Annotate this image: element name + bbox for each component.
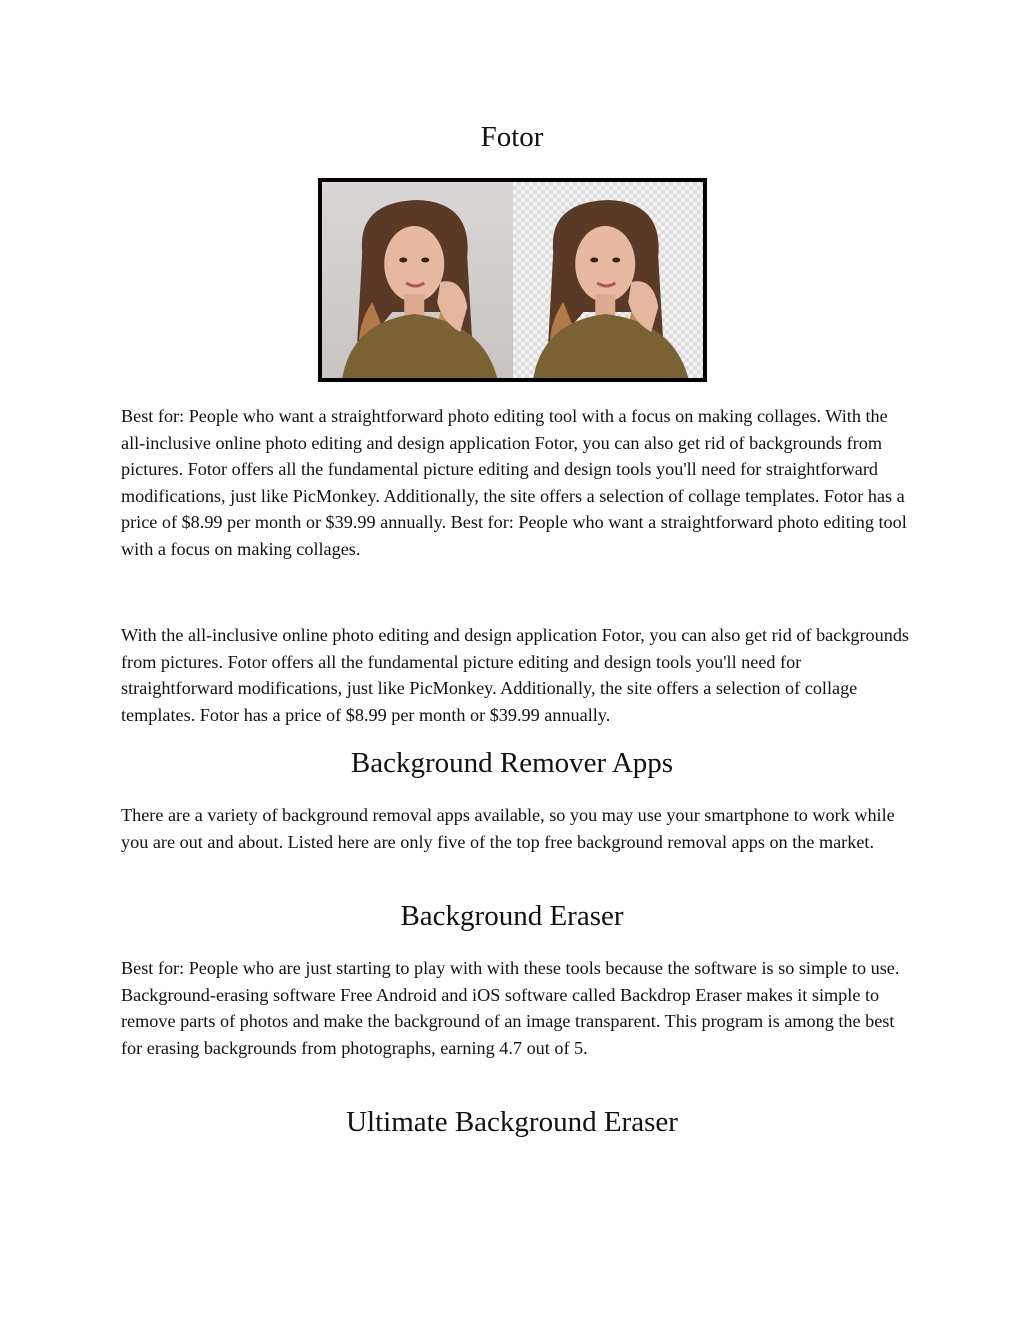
before-after-photo <box>318 178 707 382</box>
heading-background-remover-apps: Background Remover Apps <box>350 747 674 779</box>
original-photo <box>322 182 513 378</box>
portrait-illustration-transparent <box>513 182 704 378</box>
background-removed-photo <box>513 182 704 378</box>
paragraph-remover-apps: There are a variety of background removal apps available, so you may use your smartphone to work while you are out and about. Listed here are only five of the top free background removal apps on the market. <box>121 805 895 852</box>
paragraph-background-eraser: Best for: People who are just starting to play with with these tools because the software is so simple to use. Background-erasing software Free Android and iOS software called Backdrop Eraser makes it simple to remove parts of photos and make the background of an image transparent. This program is among the best for erasing backgrounds from photographs, earning 4.7 out of 5. <box>121 958 900 1058</box>
heading-background-eraser: Background Eraser <box>400 900 624 932</box>
heading-fotor: Fotor <box>480 121 544 153</box>
portrait-illustration <box>322 182 513 378</box>
heading-ultimate-background-eraser: Ultimate Background Eraser <box>346 1106 678 1138</box>
paragraph-fotor-overview: With the all-inclusive online photo editing and design application Fotor, you can also get rid of backgrounds from pictures. Fotor offers all the fundamental picture editing and design tools you'll need for straightforward modifications, just like PicMonkey. Additionally, the site offers a selection of collage templates. Fotor has a price of $8.99 per month or $39.99 annually. <box>121 625 910 725</box>
paragraph-fotor-best-for: Best for: People who want a straightforward photo editing tool with a focus on making collages. With the all-inclusive online photo editing and design application Fotor, you can also get rid of backgrounds from pictures. Fotor offers all the fundamental picture editing and design tools you'll need for straightforward modifications, just like PicMonkey. Additionally, the site offers a selection of collage templates. Fotor has a price of $8.99 per month or $39.99 annually. Best for: People who want a straightforward photo editing tool with a focus on making collages. <box>121 406 907 559</box>
